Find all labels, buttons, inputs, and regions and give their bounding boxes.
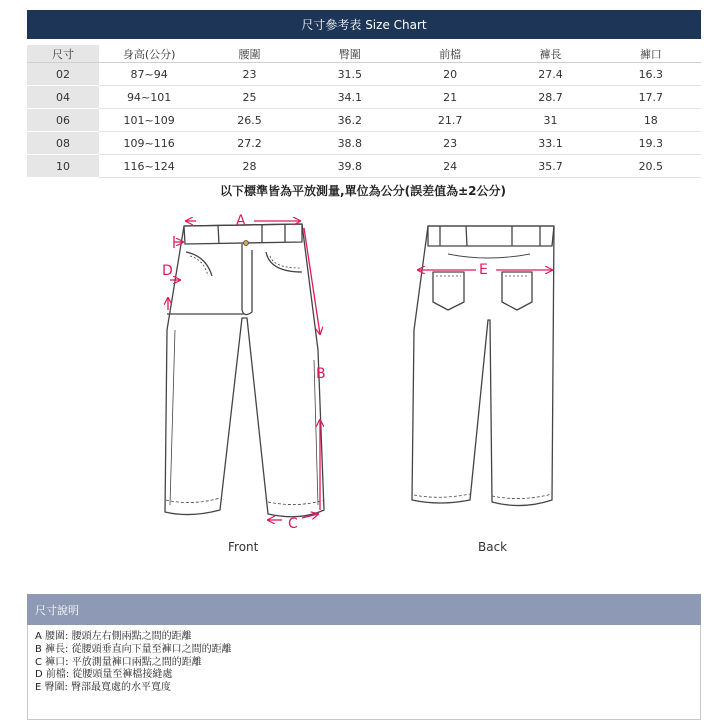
table-cell: 23 [199,63,299,86]
table-cell: 16.3 [601,63,701,86]
table-cell: 31.5 [300,63,400,86]
marker-c: C [288,516,298,532]
header-height: 身高(公分) [99,45,199,63]
table-cell: 116~124 [99,155,199,178]
table-cell: 19.3 [601,132,701,155]
table-cell: 87~94 [99,63,199,86]
description-line: C 褲口: 平放測量褲口兩點之間的距離 [35,656,202,668]
table-cell: 24 [400,155,500,178]
table-cell: 04 [27,86,99,109]
description-line: E 臀圍: 臀部最寬處的水平寬度 [35,682,172,694]
header-length: 褲長 [500,45,600,63]
table-row [27,86,701,109]
pants-diagram [0,200,726,560]
description-line: D 前檔: 從腰頭量至褲檔接縫處 [35,669,173,681]
measurement-note: 以下標準皆為平放測量,單位為公分(誤差值為±2公分) [220,184,506,198]
description-line: B 褲長: 從腰頭垂直向下量至褲口之間的距離 [35,643,232,655]
table-cell: 02 [27,63,99,86]
table-cell: 101~109 [99,109,199,132]
description-line: A 腰圍: 腰頭左右側兩點之間的距離 [35,631,192,642]
marker-e: E [479,262,488,278]
table-cell: 27.4 [500,63,600,86]
table-cell: 08 [27,132,99,155]
header-hip: 臀圍 [300,45,400,63]
header-front-rise: 前檔 [400,45,500,63]
table-header-row [27,45,701,63]
table-cell: 10 [27,155,99,178]
front-label: Front [228,540,259,554]
marker-a: A [236,213,246,229]
table-cell: 26.5 [199,109,299,132]
table-cell: 20.5 [601,155,701,178]
table-cell: 21 [400,86,500,109]
table-cell: 28.7 [500,86,600,109]
table-cell: 31 [500,109,600,132]
description-box [27,625,701,720]
table-row [27,155,701,178]
table-cell: 94~101 [99,86,199,109]
table-cell: 17.7 [601,86,701,109]
marker-b: B [316,366,326,382]
table-cell: 28 [199,155,299,178]
size-table [27,45,701,178]
back-label: Back [478,540,508,554]
table-cell: 38.8 [300,132,400,155]
table-cell: 18 [601,109,701,132]
header-waist: 腰圍 [199,45,299,63]
header-size: 尺寸 [27,45,99,63]
table-cell: 20 [400,63,500,86]
description-header: 尺寸說明 [27,594,701,625]
table-cell: 39.8 [300,155,400,178]
marker-d: D [162,263,173,279]
table-cell: 109~116 [99,132,199,155]
table-cell: 35.7 [500,155,600,178]
table-cell: 36.2 [300,109,400,132]
table-cell: 33.1 [500,132,600,155]
table-cell: 23 [400,132,500,155]
table-cell: 27.2 [199,132,299,155]
header-hem: 褲口 [601,45,701,63]
table-row [27,63,701,86]
size-chart-title: 尺寸參考表 Size Chart [27,10,701,39]
table-row [27,109,701,132]
table-cell: 34.1 [300,86,400,109]
table-cell: 25 [199,86,299,109]
front-pants-outline [165,224,324,517]
table-cell: 06 [27,109,99,132]
table-row [27,132,701,155]
table-cell: 21.7 [400,109,500,132]
